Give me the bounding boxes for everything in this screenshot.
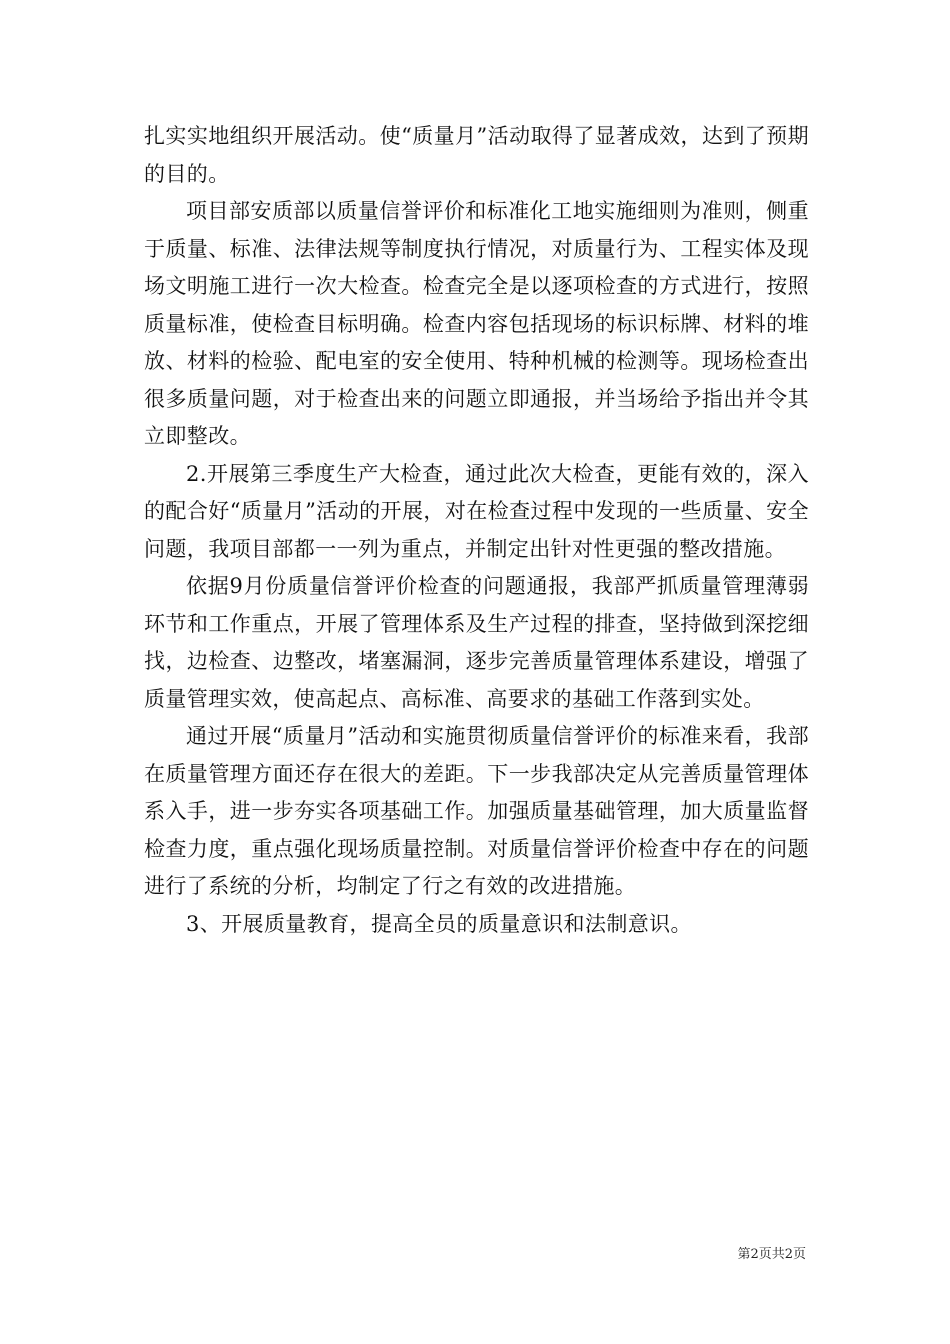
paragraph-3: 2.开展第三季度生产大检查，通过此次大检查，更能有效的，深入的配合好“质量月”活动的开展，对在检查过程中发现的一些质量、安全问题，我项目部都一一列为重点，并制定出针对性更强的整改措施。 [144, 461, 809, 561]
paragraph-4: 依据9月份质量信誉评价检查的问题通报，我部严抓质量管理薄弱环节和工作重点，开展了管理体系及生产过程的排查，坚持做到深挖细找，边检查、边整改，堵塞漏洞，逐步完善质量管理体系建设，增强了质量管理实效，使高起点、高标准、高要求的基础工作落到实处。 [144, 574, 809, 711]
document-body [144, 118, 809, 943]
page-number-footer [0, 1247, 806, 1263]
paragraph-5: 通过开展“质量月”活动和实施贯彻质量信誉评价的标准来看，我部在质量管理方面还存在很大的差距。下一步我部决定从完善质量管理体系入手，进一步夯实各项基础工作。加强质量基础管理，加大质量监督检查力度，重点强化现场质量控制。对质量信誉评价检查中存在的问题进行了系统的分析，均制定了行之有效的改进措施。 [144, 724, 809, 898]
page-number-label: 第2页共2页 [737, 1247, 806, 1262]
paragraph-6: 3、开展质量教育，提高全员的质量意识和法制意识。 [186, 911, 692, 936]
paragraph-2: 项目部安质部以质量信誉评价和标准化工地实施细则为准则，侧重于质量、标准、法律法规等制度执行情况，对质量行为、工程实体及现场文明施工进行一次大检查。检查完全是以逐项检查的方式进行，按照质量标准，使检查目标明确。检查内容包括现场的标识标牌、材料的堆放、材料的检验、配电室的安全使用、特种机械的检测等。现场检查出很多质量问题，对于检查出来的问题立即通报，并当场给予指出并令其立即整改。 [144, 199, 809, 448]
paragraph-1: 扎实实地组织开展活动。使“质量月”活动取得了显著成效，达到了预期的目的。 [144, 124, 809, 186]
